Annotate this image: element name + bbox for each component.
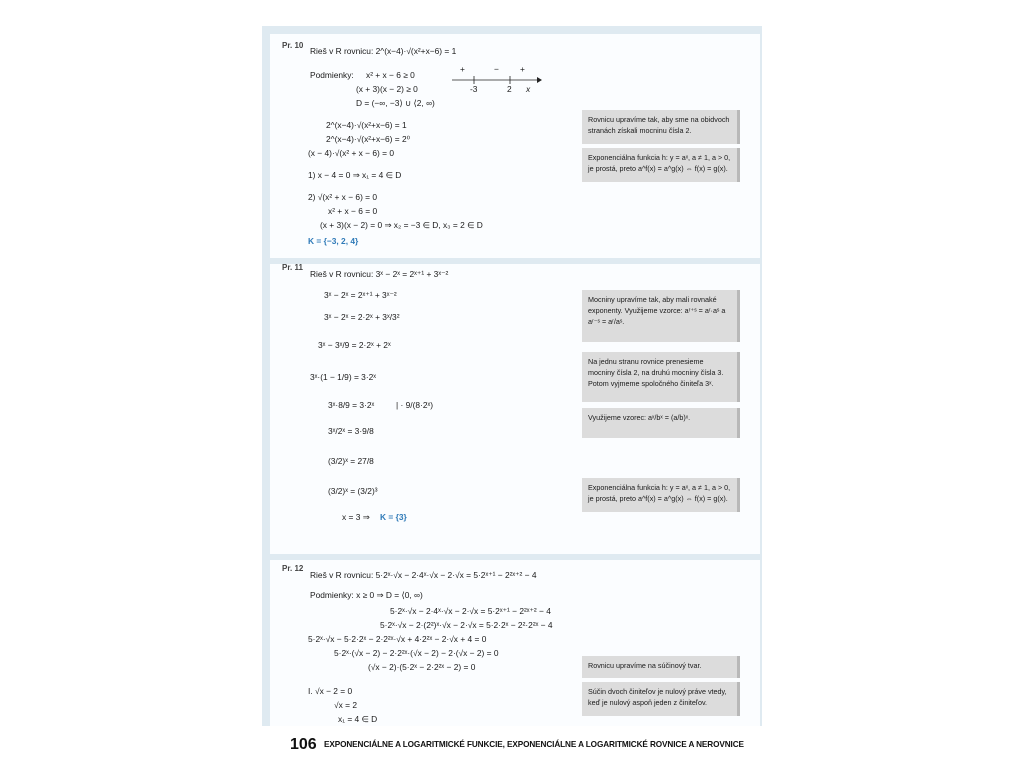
example-label: Pr. 12 xyxy=(282,564,304,573)
note-box: Súčin dvoch činiteľov je nulový práve vtedy, keď je nulový aspoň jeden z činiteľov. xyxy=(582,682,740,716)
page-number: 106 xyxy=(290,736,317,753)
case-2: 2) √(x² + x − 6) = 0 xyxy=(308,192,378,202)
sign-axis-x: x xyxy=(526,84,531,94)
step-2: 3ˣ − 2ˣ = 2·2ˣ + 3ˣ/3² xyxy=(324,312,400,322)
result: K = {−3, 2, 4} xyxy=(308,236,359,246)
step-1: 3ˣ − 2ˣ = 2ˣ⁺¹ + 3ˣ⁻² xyxy=(324,290,397,300)
conditions: Podmienky: x ≥ 0 ⇒ D = ⟨0, ∞) xyxy=(310,590,423,600)
condition-3: D = (−∞, −3⟩ ∪ ⟨2, ∞) xyxy=(356,98,435,108)
note-box: Na jednu stranu rovnice prenesieme mocniny čísla 2, na druhú mocniny čísla 3. Potom vyjmeme spoločného činiteľa 3ˣ. xyxy=(582,352,740,402)
step-6: 3ˣ/2ˣ = 3·9/8 xyxy=(328,426,374,436)
case-1-result: x₁ = 4 ∈ D xyxy=(338,714,378,724)
sign-plus-left: + xyxy=(460,64,465,74)
row-4: 5·2ˣ·(√x − 2) − 2·2²ˣ·(√x − 2) − 2·(√x − 2) = 0 xyxy=(334,648,499,658)
note-box: Exponenciálna funkcia h: y = aˣ, a ≠ 1, a > 0, je prostá, preto a^f(x) = a^g(x) ⇔ f(x) = g(x). xyxy=(582,478,740,512)
row-3: 5·2ˣ·√x − 5·2·2ˣ − 2·2²ˣ·√x + 4·2²ˣ − 2·√x + 4 = 0 xyxy=(308,634,487,644)
task-text: Rieš v R rovnicu: 3ˣ − 2ˣ = 2ˣ⁺¹ + 3ˣ⁻² xyxy=(310,269,449,279)
step-1: 2^(x−4)·√(x²+x−6) = 1 xyxy=(326,120,407,130)
case-1: I. √x − 2 = 0 xyxy=(308,686,353,696)
case-1: 1) x − 4 = 0 ⇒ x₁ = 4 ∈ D xyxy=(308,170,402,180)
step-5-multiplier: | · 9/(8·2ˣ) xyxy=(396,400,434,410)
sign-tick-2: 2 xyxy=(507,84,512,94)
note-box: Využijeme vzorec: aˣ/bˣ = (a/b)ˣ. xyxy=(582,408,740,438)
running-footer: EXPONENCIÁLNE A LOGARITMICKÉ FUNKCIE, EXPONENCIÁLNE A LOGARITMICKÉ ROVNICE A NEROVNICE xyxy=(324,740,744,749)
sign-tick-minus3: -3 xyxy=(470,84,478,94)
row-2: 5·2ˣ·√x − 2·(2²)ˣ·√x − 2·√x = 5·2·2ˣ − 2²·2²ˣ − 4 xyxy=(380,620,553,630)
textbook-page xyxy=(262,26,762,768)
step-7: (3/2)ˣ = 27/8 xyxy=(328,456,374,466)
step-4: 3ˣ·(1 − 1/9) = 3·2ˣ xyxy=(310,372,377,382)
step-3: (x − 4)·√(x² + x − 6) = 0 xyxy=(308,148,395,158)
row-5: (√x − 2)·(5·2ˣ − 2·2²ˣ − 2) = 0 xyxy=(368,662,476,672)
note-box: Exponenciálna funkcia h: y = aˣ, a ≠ 1, a > 0, je prostá, preto a^f(x) = a^g(x) ⇔ f(x) = g(x). xyxy=(582,148,740,182)
step-9: x = 3 ⇒ xyxy=(342,512,370,522)
row-1: 5·2ˣ·√x − 2·4ˣ·√x − 2·√x = 5·2ˣ⁺¹ − 2²ˣ⁺² − 4 xyxy=(390,606,551,616)
task-text: Rieš v R rovnicu: 2^(x−4)·√(x²+x−6) = 1 xyxy=(310,46,457,56)
example-label: Pr. 10 xyxy=(282,41,304,50)
condition-1: x² + x − 6 ≥ 0 xyxy=(366,70,415,80)
step-8: (3/2)ˣ = (3/2)³ xyxy=(328,486,378,496)
step-3: 3ˣ − 3ˣ/9 = 2·2ˣ + 2ˣ xyxy=(318,340,391,350)
case-2-eq: x² + x − 6 = 0 xyxy=(328,206,378,216)
condition-2: (x + 3)(x − 2) ≥ 0 xyxy=(356,84,418,94)
sign-minus: − xyxy=(494,64,499,74)
conditions-label: Podmienky: xyxy=(310,70,354,80)
result: K = {3} xyxy=(380,512,407,522)
sign-plus-right: + xyxy=(520,64,525,74)
example-label: Pr. 11 xyxy=(282,263,303,272)
case-2-roots: (x + 3)(x − 2) = 0 ⇒ x₂ = −3 ∈ D, x₃ = 2 ∈ D xyxy=(320,220,483,230)
note-box: Rovnicu upravíme tak, aby sme na obidvoch stranách získali mocninu čísla 2. xyxy=(582,110,740,144)
step-5: 3ˣ·8/9 = 3·2ˣ xyxy=(328,400,375,410)
note-box: Rovnicu upravíme na súčinový tvar. xyxy=(582,656,740,678)
task-text: Rieš v R rovnicu: 5·2ˣ·√x − 2·4ˣ·√x − 2·√x = 5·2ˣ⁺¹ − 2²ˣ⁺² − 4 xyxy=(310,570,537,580)
step-2: 2^(x−4)·√(x²+x−6) = 2⁰ xyxy=(326,134,411,144)
case-1-step: √x = 2 xyxy=(334,700,357,710)
note-box: Mocniny upravíme tak, aby mali rovnaké exponenty. Využijeme vzorce: aʳ⁺ˢ = aʳ·aˢ a aʳ⁻ˢ = aʳ/aˢ. xyxy=(582,290,740,342)
